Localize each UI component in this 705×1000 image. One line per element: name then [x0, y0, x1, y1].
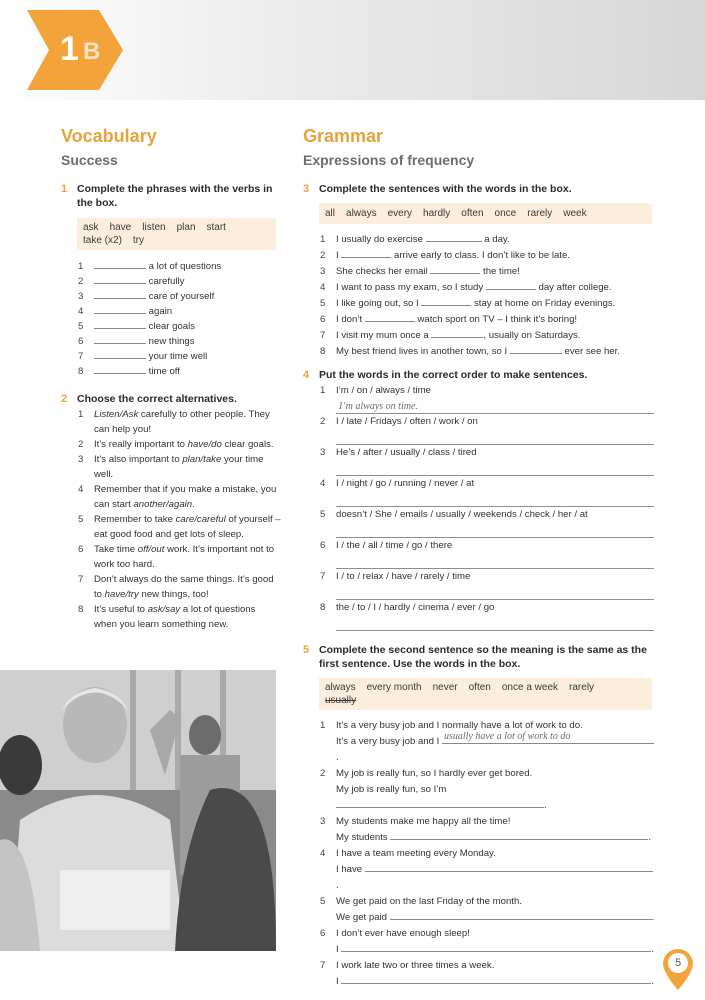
exercise-4-instruction	[303, 368, 655, 382]
alternatives-choice[interactable]: another/again	[133, 499, 193, 510]
list-item	[303, 894, 655, 910]
second-sentence-row: I have .	[303, 862, 655, 894]
example-answer: usually have a lot of work to do	[443, 731, 571, 742]
example-answer: I’m always on time.	[339, 401, 418, 412]
alternatives-choice[interactable]: Listen/Ask	[94, 409, 139, 420]
item-text: I / night / go / running / never / at	[336, 478, 475, 489]
box-word: rarely	[569, 682, 595, 693]
item-number: 6	[320, 314, 326, 325]
item-number: 5	[78, 321, 84, 332]
item-text: arrive early to class. I don’t like to be late.	[391, 250, 570, 261]
item-text: I’m / on / always / time	[336, 385, 431, 396]
box-word: every month	[366, 682, 422, 693]
item-text: Remember that if you make a mistake, you can start	[94, 484, 277, 510]
page-number-pin-icon	[660, 946, 696, 992]
list-item	[303, 232, 655, 248]
answer-blank[interactable]	[94, 274, 146, 284]
item-text: carefully	[148, 276, 185, 287]
answer-blank[interactable]	[94, 319, 146, 329]
alternatives-choice[interactable]: plan/take	[182, 454, 222, 465]
unit-letter: B	[83, 38, 101, 65]
answer-blank[interactable]	[94, 364, 146, 374]
grammar-title: Grammar	[303, 126, 384, 146]
list-item	[303, 476, 655, 491]
exercise-number: 1	[61, 183, 68, 195]
list-item	[61, 289, 281, 304]
box-word: always	[346, 208, 377, 219]
item-text: carefully to other people. They can help you!	[94, 409, 270, 435]
item-text: It’s really important to	[94, 439, 188, 450]
item-text: time off	[148, 366, 180, 377]
answer-blank[interactable]	[510, 344, 562, 354]
list-item	[303, 445, 655, 460]
list-item	[303, 846, 655, 862]
item-number: 2	[320, 250, 326, 261]
item-number: 7	[320, 330, 326, 341]
item-text: Take time	[94, 544, 138, 555]
item-number: 5	[320, 509, 326, 520]
item-number: 5	[320, 298, 326, 309]
item-text: It’s useful to	[94, 604, 148, 615]
answer-blank[interactable]	[94, 349, 146, 359]
box-word: once	[494, 208, 517, 219]
first-sentence: My students make me happy all the time!	[336, 816, 511, 827]
item-number: 2	[320, 768, 326, 779]
exercise-number: 3	[303, 183, 310, 195]
exercise-number: 2	[61, 393, 68, 405]
second-sentence-row: My students .	[336, 832, 652, 843]
list-item	[303, 569, 655, 584]
exercise-number: 4	[303, 369, 310, 381]
item-number: 4	[320, 848, 326, 859]
box-word: once a week	[501, 682, 559, 693]
item-number: 7	[78, 574, 84, 585]
item-number: 3	[320, 447, 326, 458]
list-item	[303, 600, 655, 615]
item-text: I usually do exercise	[336, 234, 426, 245]
word-box-1	[77, 218, 276, 250]
item-number: 1	[78, 409, 84, 420]
item-text: She checks her email	[336, 266, 431, 277]
box-word: all	[325, 208, 336, 219]
item-number: 1	[320, 234, 326, 245]
item-number: 3	[78, 291, 84, 302]
vocabulary-title: Vocabulary	[61, 126, 157, 146]
list-item	[303, 414, 655, 429]
list-item	[61, 407, 281, 437]
list-item	[61, 319, 281, 334]
item-text: I / the / all / time / go / there	[336, 540, 453, 551]
item-number: 7	[320, 960, 326, 971]
second-sentence: My students	[336, 832, 391, 843]
item-text: of yourself – eat good food and get lots of sleep.	[94, 514, 281, 540]
first-sentence: I have a team meeting every Monday.	[336, 848, 496, 859]
list-item	[61, 452, 281, 482]
box-word: take (x2)	[83, 235, 122, 246]
classroom-photo	[0, 670, 276, 951]
item-text: clear goals.	[221, 439, 274, 450]
grammar-subtitle: Expressions of frequency	[303, 152, 475, 168]
first-sentence: I work late two or three times a week.	[336, 960, 495, 971]
page-header	[0, 0, 705, 100]
exercise-2-items	[61, 407, 281, 632]
box-word: always	[325, 682, 356, 693]
grammar-column	[303, 126, 655, 990]
answer-blank[interactable]	[94, 259, 146, 269]
item-text: My best friend lives in another town, so I	[336, 346, 510, 357]
first-sentence: It’s a very busy job and I normally have a lot of work to do.	[336, 720, 583, 731]
item-text: a lot of questions when you learn something new.	[94, 604, 256, 630]
exercise-1-instruction	[61, 182, 281, 210]
list-item	[303, 248, 655, 264]
item-number: 8	[320, 602, 326, 613]
answer-blank[interactable]	[442, 731, 654, 744]
instruction-text: Complete the phrases with the verbs in the box.	[77, 183, 273, 209]
item-text: clear goals	[148, 321, 196, 332]
second-sentence-row: It’s a very busy job and I usually have a lot of work to do .	[303, 734, 655, 766]
answer-blank[interactable]	[365, 312, 415, 322]
item-number: 5	[78, 514, 84, 525]
list-item	[303, 507, 655, 522]
item-number: 8	[320, 346, 326, 357]
item-text: I want to pass my exam, so I study	[336, 282, 486, 293]
item-text: a lot of questions	[148, 261, 222, 272]
item-text: again	[148, 306, 173, 317]
item-number: 2	[78, 276, 84, 287]
list-item	[61, 572, 281, 602]
word-box-3	[319, 203, 652, 224]
answer-line[interactable]	[336, 491, 654, 507]
answer-line[interactable]	[336, 429, 654, 445]
item-text: He’s / after / usually / class / tired	[336, 447, 477, 458]
alternatives-choice[interactable]: ask/say	[147, 604, 181, 615]
answer-blank[interactable]	[336, 798, 544, 808]
second-sentence-row: I .	[336, 944, 655, 955]
answer-line[interactable]	[336, 553, 654, 569]
list-item	[61, 349, 281, 364]
box-word: have	[109, 222, 132, 233]
item-number: 3	[320, 266, 326, 277]
instruction-text: Complete the sentences with the words in the box.	[319, 183, 572, 195]
box-word-used: usually	[325, 695, 357, 706]
box-word: every	[387, 208, 413, 219]
list-item	[303, 814, 655, 830]
item-text: I	[336, 250, 342, 261]
exercise-2-instruction	[61, 392, 281, 406]
item-text: new things	[148, 336, 195, 347]
item-number: 6	[78, 336, 84, 347]
exercise-5-items	[303, 718, 655, 990]
item-text: the / to / I / hardly / cinema / ever / go	[336, 602, 495, 613]
list-item	[61, 364, 281, 379]
page-number: 5	[674, 957, 682, 969]
list-item	[61, 259, 281, 274]
answer-blank[interactable]	[341, 974, 651, 984]
item-text: ever see her.	[561, 346, 620, 357]
answer-blank[interactable]	[365, 862, 653, 872]
item-text: a day.	[481, 234, 510, 245]
answer-blank[interactable]	[390, 830, 648, 840]
answer-line[interactable]	[336, 398, 654, 414]
second-sentence-row: I .	[336, 976, 655, 987]
alternatives-choice[interactable]: have/try	[104, 589, 139, 600]
box-word: often	[461, 208, 484, 219]
item-text: work. It’s important not to work too hard.	[94, 544, 275, 570]
list-item	[303, 926, 655, 942]
list-item	[303, 538, 655, 553]
alternatives-choice[interactable]: off/out	[137, 544, 165, 555]
unit-number: 1	[60, 30, 79, 68]
item-text: new things, too!	[138, 589, 209, 600]
second-sentence: We get paid	[336, 912, 390, 923]
answer-blank[interactable]	[390, 910, 652, 920]
list-item	[303, 280, 655, 296]
item-number: 6	[78, 544, 84, 555]
item-number: 4	[320, 282, 326, 293]
item-number: 1	[78, 261, 84, 272]
item-text: watch sport on TV – I think it’s boring!	[414, 314, 578, 325]
item-text: .	[192, 499, 195, 510]
list-item	[303, 296, 655, 312]
second-sentence: It’s a very busy job and I	[336, 736, 442, 747]
list-item	[303, 383, 655, 398]
answer-blank[interactable]	[94, 304, 146, 314]
alternatives-choice[interactable]: care/careful	[175, 514, 226, 525]
answer-blank[interactable]	[421, 296, 471, 306]
box-word: week	[563, 208, 587, 219]
item-number: 2	[320, 416, 326, 427]
list-item	[303, 344, 655, 360]
box-word: never	[432, 682, 458, 693]
second-sentence: My job is really fun, so I’m	[336, 784, 447, 795]
item-number: 6	[320, 540, 326, 551]
answer-blank[interactable]	[94, 289, 146, 299]
exercise-4-items	[303, 383, 655, 631]
item-text: your time well.	[94, 454, 264, 480]
list-item	[303, 766, 655, 782]
item-text: day after college.	[535, 282, 612, 293]
answer-line[interactable]	[336, 584, 654, 600]
answer-line[interactable]	[336, 460, 654, 476]
second-sentence: I have	[336, 864, 365, 875]
exercise-5-instruction	[303, 643, 655, 671]
answer-blank[interactable]	[486, 280, 536, 290]
list-item	[303, 958, 655, 974]
item-text: care of yourself	[148, 291, 215, 302]
box-word: listen	[142, 222, 166, 233]
word-box-5	[319, 678, 652, 710]
box-word: rarely	[527, 208, 553, 219]
exercise-1-items	[61, 259, 281, 379]
answer-blank[interactable]	[430, 264, 480, 274]
item-text: , usually on Saturdays.	[483, 330, 581, 341]
item-number: 4	[320, 478, 326, 489]
list-item	[61, 512, 281, 542]
list-item	[303, 264, 655, 280]
answer-blank[interactable]	[431, 328, 483, 338]
box-word: often	[468, 682, 491, 693]
list-item	[303, 328, 655, 344]
answer-blank[interactable]	[426, 232, 482, 242]
item-number: 8	[78, 604, 84, 615]
second-sentence-row: We get paid .	[336, 912, 655, 923]
item-text: your time well	[148, 351, 208, 362]
list-item	[61, 602, 281, 632]
answer-line[interactable]	[336, 615, 654, 631]
item-text: I visit my mum once a	[336, 330, 432, 341]
item-text: I don’t	[336, 314, 365, 325]
instruction-text: Put the words in the correct order to make sentences.	[319, 369, 588, 381]
box-word: try	[132, 235, 145, 246]
first-sentence: I don’t ever have enough sleep!	[336, 928, 470, 939]
second-sentence: I	[336, 944, 342, 955]
item-number: 5	[320, 896, 326, 907]
list-item	[61, 274, 281, 289]
instruction-text: Choose the correct alternatives.	[77, 393, 237, 405]
box-word: start	[206, 222, 226, 233]
item-number: 7	[320, 571, 326, 582]
list-item	[61, 334, 281, 349]
exercise-number: 5	[303, 644, 310, 656]
alternatives-choice[interactable]: have/do	[187, 439, 222, 450]
item-text: I like going out, so I	[336, 298, 422, 309]
item-text: doesn’t / She / emails / usually / weekends / check / her / at	[336, 509, 588, 520]
item-text: Remember to take	[94, 514, 176, 525]
answer-blank[interactable]	[341, 248, 391, 258]
exercise-3-items	[303, 232, 655, 360]
list-item	[61, 542, 281, 572]
answer-blank[interactable]	[341, 942, 651, 952]
item-number: 1	[320, 385, 326, 396]
item-text: stay at home on Friday evenings.	[471, 298, 616, 309]
item-number: 4	[78, 484, 84, 495]
vocabulary-column	[61, 126, 281, 632]
item-number: 3	[320, 816, 326, 827]
item-number: 2	[78, 439, 84, 450]
item-number: 3	[78, 454, 84, 465]
answer-line[interactable]	[336, 522, 654, 538]
item-text: It’s also important to	[94, 454, 183, 465]
answer-blank[interactable]	[94, 334, 146, 344]
instruction-text: Complete the second sentence so the meaning is the same as the first sentence. Use the words in the box.	[319, 644, 647, 670]
box-word: plan	[176, 222, 196, 233]
item-text: I / late / Fridays / often / work / on	[336, 416, 478, 427]
box-word: ask	[83, 222, 99, 233]
item-number: 8	[78, 366, 84, 377]
second-sentence: I	[336, 976, 342, 987]
item-text: I / to / relax / have / rarely / time	[336, 571, 471, 582]
box-word: hardly	[423, 208, 451, 219]
item-text: the time!	[480, 266, 520, 277]
first-sentence: We get paid on the last Friday of the month.	[336, 896, 522, 907]
vocabulary-subtitle: Success	[61, 152, 118, 168]
list-item	[61, 482, 281, 512]
exercise-3-instruction	[303, 182, 655, 196]
first-sentence: My job is really fun, so I hardly ever get bored.	[336, 768, 533, 779]
list-item	[61, 304, 281, 319]
list-item	[61, 437, 281, 452]
item-number: 4	[78, 306, 84, 317]
list-item	[303, 312, 655, 328]
item-text: Don’t always do the same things. It’s good to	[94, 574, 274, 600]
item-number: 1	[320, 720, 326, 731]
item-number: 7	[78, 351, 84, 362]
item-number: 6	[320, 928, 326, 939]
second-sentence-row: My job is really fun, so I’m .	[336, 784, 547, 811]
